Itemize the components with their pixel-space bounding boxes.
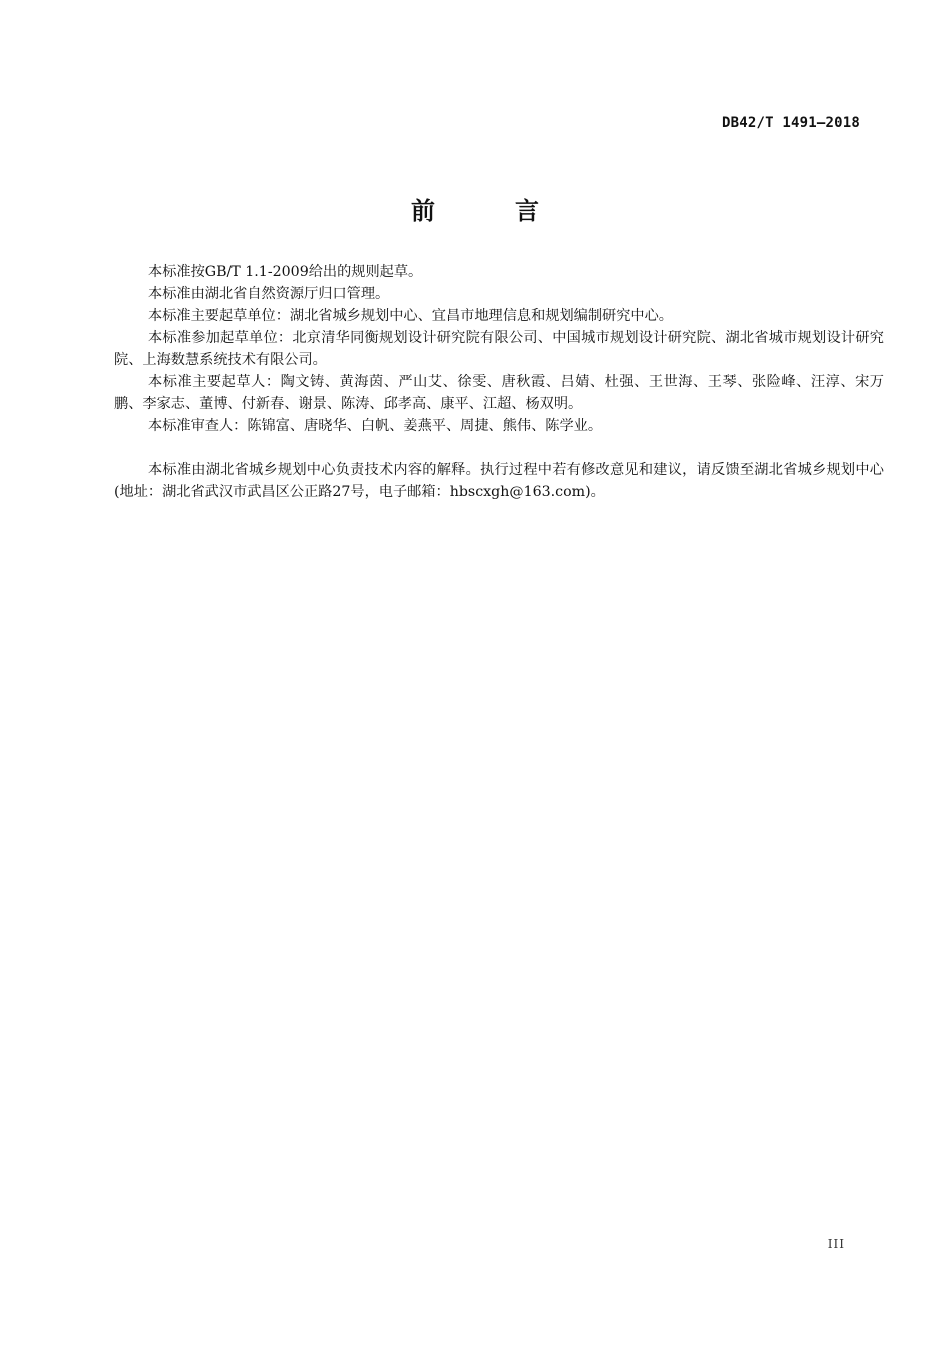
foreword-paragraph: 本标准参加起草单位：北京清华同衡规划设计研究院有限公司、中国城市规划设计研究院、湖北省城市规划设计研究院、上海数慧系统技术有限公司。 [114, 330, 884, 368]
foreword-paragraph: 本标准主要起草人：陶文铸、黄海茵、严山艾、徐雯、唐秋霞、吕婧、杜强、王世海、王琴、张险峰、汪淳、宋万鹏、李家志、董博、付新春、谢景、陈涛、邱孝高、康平、江超、杨双明。 [114, 374, 884, 412]
foreword-paragraph: 本标准由湖北省自然资源厅归口管理。 [148, 286, 390, 302]
foreword-content [114, 261, 884, 503]
page-title: 前 言 [411, 197, 567, 225]
foreword-paragraph: 本标准主要起草单位：湖北省城乡规划中心、宜昌市地理信息和规划编制研究中心。 [148, 308, 673, 324]
closing-paragraph: 本标准由湖北省城乡规划中心负责技术内容的解释。执行过程中若有修改意见和建议，请反馈至湖北省城乡规划中心(地址：湖北省武汉市武昌区公正路27号，电子邮箱：hbscxgh@163.com)。 [114, 462, 884, 500]
foreword-paragraph: 本标准审查人：陈锦富、唐晓华、白帆、姜燕平、周捷、熊伟、陈学业。 [148, 418, 603, 434]
standard-code: DB42/T 1491—2018 [721, 115, 860, 131]
page-number: III [827, 1237, 845, 1251]
foreword-paragraph: 本标准按GB/T 1.1-2009给出的规则起草。 [148, 264, 423, 280]
